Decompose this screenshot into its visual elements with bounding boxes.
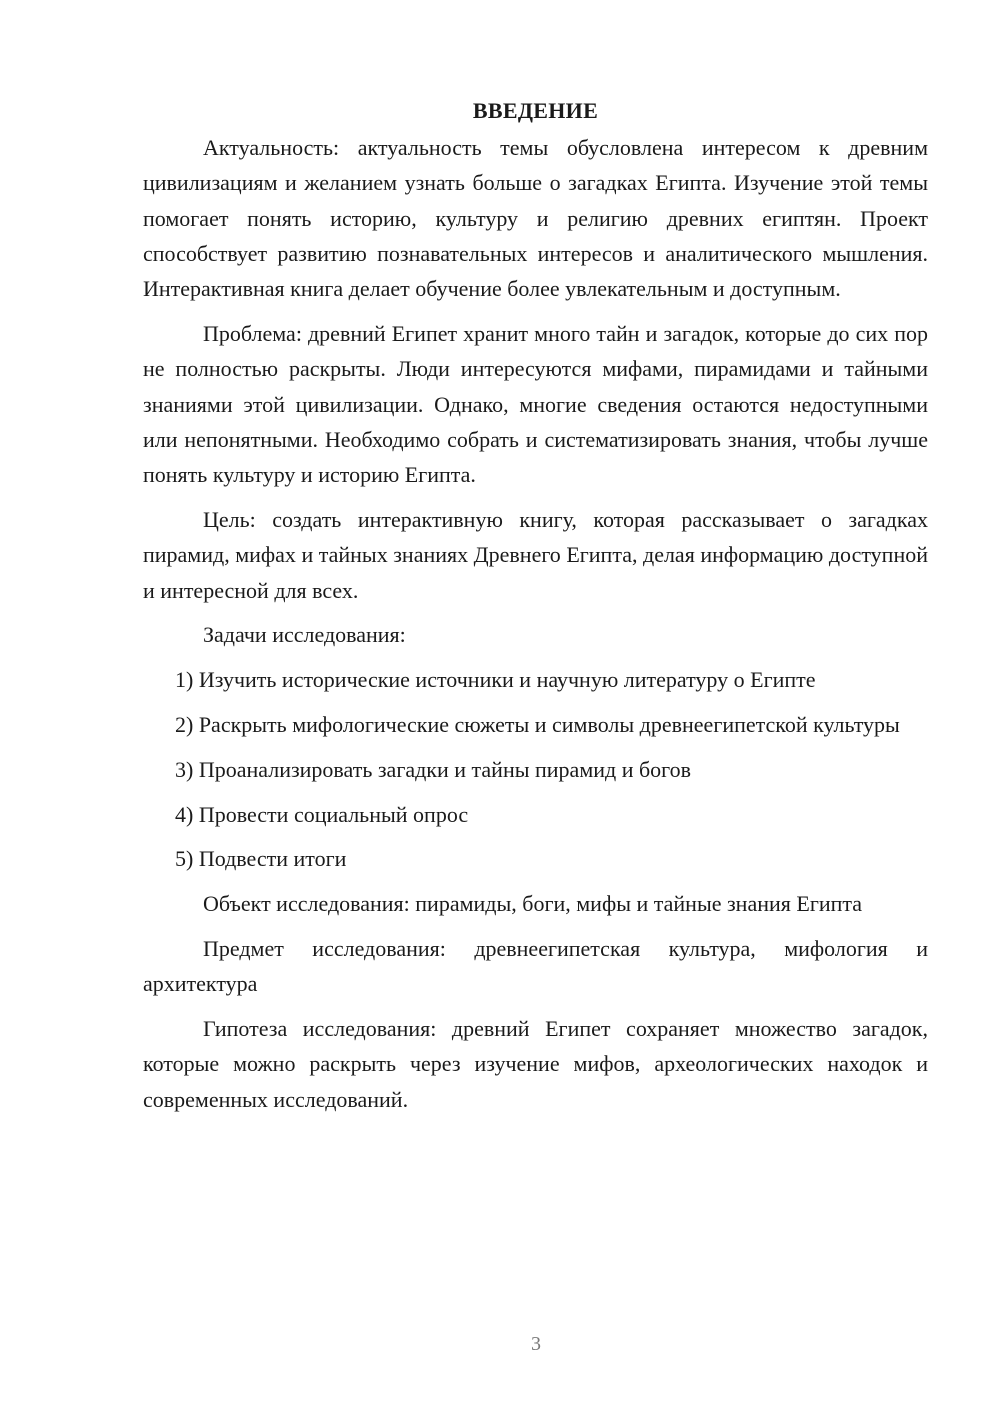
task-item-2: 2) Раскрыть мифологические сюжеты и символы древнеегипетской культуры: [175, 711, 900, 737]
page-title: ВВЕДЕНИЕ: [472, 98, 599, 123]
goal-paragraph: Цель: создать интерактивную книгу, которая рассказывает о загадках пирамид, мифах и тайных знаниях Древнего Египта, делая информацию доступной и интересной для всех.: [143, 506, 928, 603]
hypothesis-paragraph: Гипотеза исследования: древний Египет сохраняет множество загадок, которые можно раскрыть через изучение мифов, археологических находок и современных исследований.: [143, 1016, 928, 1112]
task-item-1: 1) Изучить исторические источники и научную литературу о Египте: [175, 667, 816, 693]
page-number: 3: [531, 1333, 541, 1355]
task-item-4: 4) Провести социальный опрос: [175, 801, 469, 827]
tasks-heading: Задачи исследования:: [203, 622, 406, 648]
problem-paragraph: Проблема: древний Египет хранит много тайн и загадок, которые до сих пор не полностью раскрыты. Люди интересуются мифами, пирамидами и тайными знаниями этой цивилизации. Однако, многие сведения остаются недоступными или непонятными. Необходимо собрать и систематизировать знания, чтобы лучше понять культуру и историю Египта.: [143, 320, 928, 488]
subject-paragraph: Предмет исследования: древнеегипетская культура, мифология и архитектура: [143, 935, 928, 997]
document-page: [143, 96, 928, 1126]
task-item-5: 5) Подвести итоги: [175, 846, 347, 872]
relevance-paragraph: Актуальность: актуальность темы обусловлена интересом к древним цивилизациям и желанием узнать больше о загадках Египта. Изучение этой темы помогает понять историю, культуру и религию древних египтян. Проект способствует развитию познавательных интересов и аналитического мышления. Интерактивная книга делает обучение более увлекательным и доступным.: [143, 135, 928, 302]
task-item-3: 3) Проанализировать загадки и тайны пирамид и богов: [175, 756, 692, 782]
object-paragraph: Объект исследования: пирамиды, боги, мифы и тайные знания Египта: [203, 891, 863, 917]
